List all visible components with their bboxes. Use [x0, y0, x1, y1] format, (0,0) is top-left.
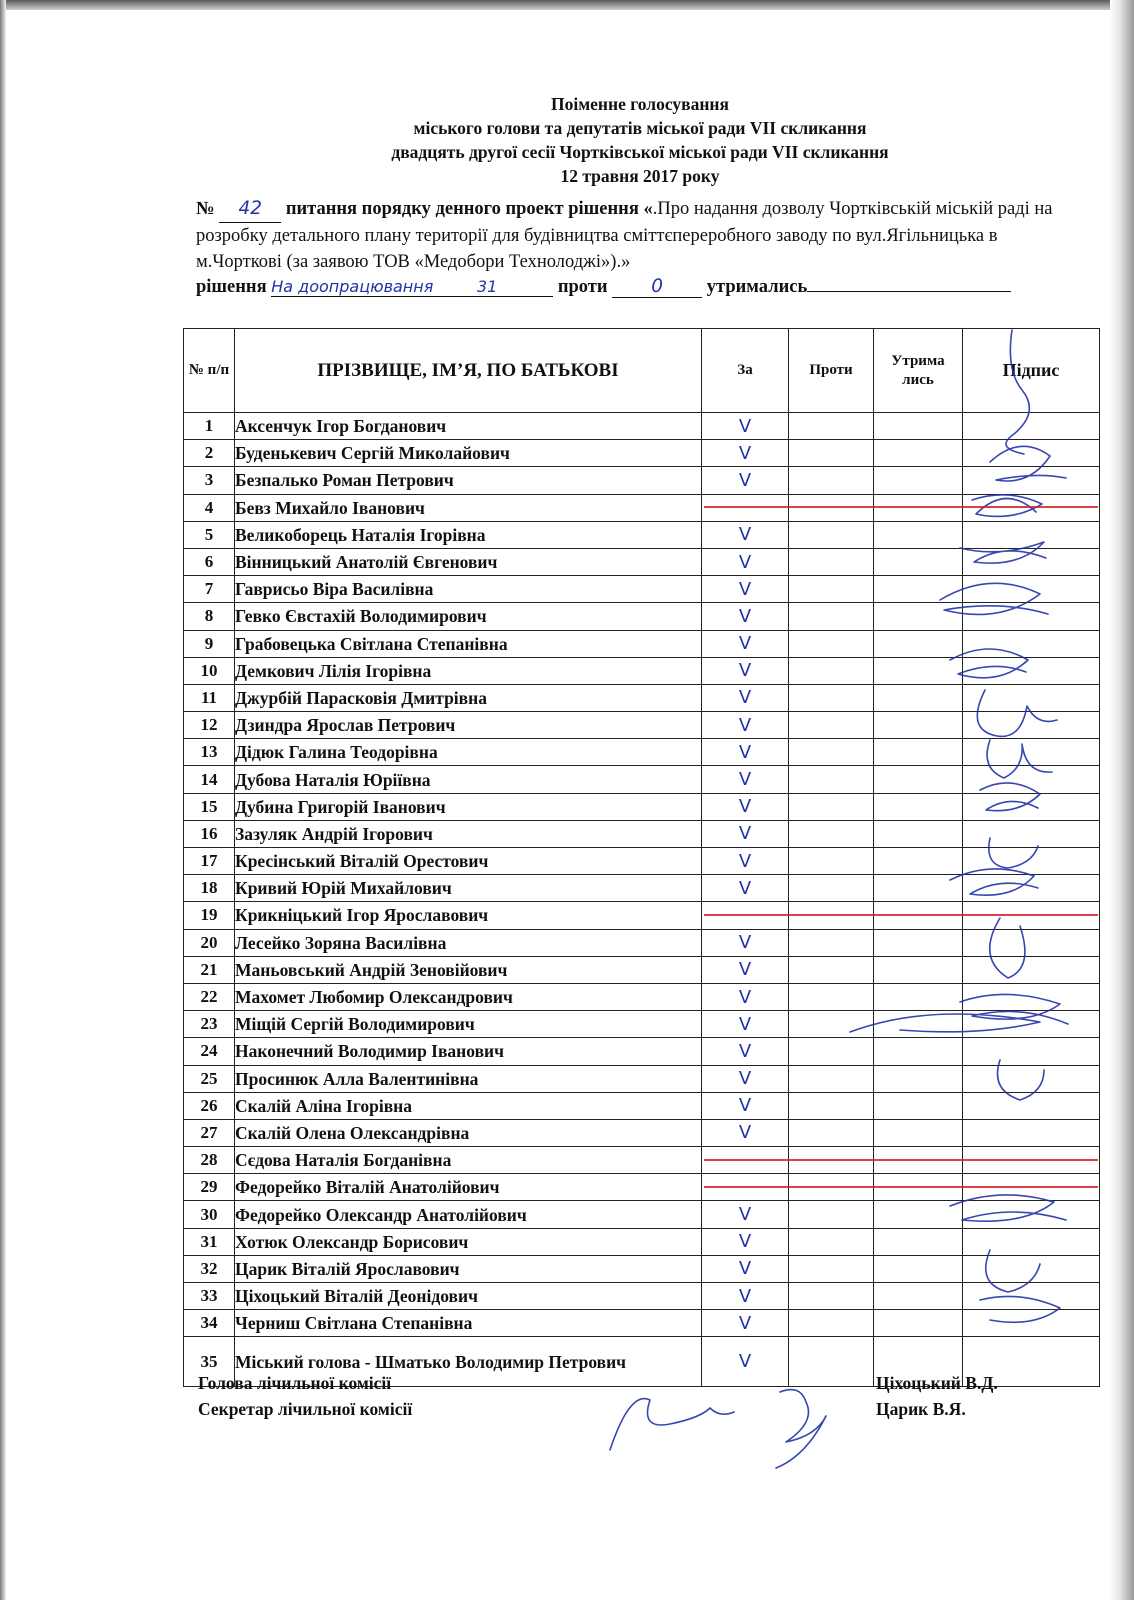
table-row [184, 739, 1100, 766]
row-name: Хотюк Олександр Борисович [235, 1228, 702, 1255]
row-vote-abstained [874, 956, 963, 983]
row-name: Безпалько Роман Петрович [235, 467, 702, 494]
row-number: 25 [184, 1065, 235, 1092]
row-signature-cell [963, 1255, 1100, 1282]
row-name: Лесейко Зоряна Василівна [235, 929, 702, 956]
row-number: 29 [184, 1174, 235, 1201]
row-vote-against [789, 413, 874, 440]
row-name: Дубина Григорій Іванович [235, 793, 702, 820]
row-name: Бевз Михайло Іванович [235, 494, 702, 521]
table-row [184, 1228, 1100, 1255]
table-row [184, 793, 1100, 820]
row-number: 27 [184, 1119, 235, 1146]
row-vote-for: V [702, 1092, 789, 1119]
table-row [184, 956, 1100, 983]
row-name: Міщій Сергій Володимирович [235, 1011, 702, 1038]
row-vote-abstained [874, 793, 963, 820]
table-row [184, 684, 1100, 711]
row-vote-against [789, 929, 874, 956]
row-name: Кривий Юрій Михайлович [235, 875, 702, 902]
row-vote-against [789, 1228, 874, 1255]
row-signature-cell [963, 1119, 1100, 1146]
row-signature-cell [963, 1228, 1100, 1255]
row-signature-cell [963, 983, 1100, 1010]
row-vote-for: V [702, 548, 789, 575]
row-vote-for: V [702, 820, 789, 847]
row-vote-for: V [702, 739, 789, 766]
row-vote-abstained [874, 576, 963, 603]
abstained-label: утримались [706, 277, 808, 297]
absent-strike-line [704, 1159, 1098, 1161]
row-number: 14 [184, 766, 235, 793]
row-vote-abstained [874, 630, 963, 657]
secretary-name: Царик В.Я. [876, 1399, 966, 1419]
row-vote-abstained [874, 684, 963, 711]
row-vote-abstained [874, 521, 963, 548]
row-vote-against [789, 820, 874, 847]
row-signature-cell [963, 793, 1100, 820]
row-vote-against [789, 712, 874, 739]
row-vote-against [789, 983, 874, 1010]
row-vote-abstained [874, 1201, 963, 1228]
table-row [184, 712, 1100, 739]
col-header-for: За [702, 329, 789, 413]
row-vote-abstained [874, 1228, 963, 1255]
row-vote-against [789, 1092, 874, 1119]
row-vote-for: V [702, 848, 789, 875]
row-number: 15 [184, 793, 235, 820]
row-vote-against [789, 956, 874, 983]
row-vote-for: V [702, 712, 789, 739]
row-signature-cell [963, 766, 1100, 793]
row-signature-cell [963, 929, 1100, 956]
row-number: 8 [184, 603, 235, 630]
row-name: Наконечний Володимир Іванович [235, 1038, 702, 1065]
row-name: Царик Віталій Ярославович [235, 1255, 702, 1282]
row-vote-for: V [702, 875, 789, 902]
row-vote-abstained [874, 1038, 963, 1065]
row-vote-abstained [874, 1065, 963, 1092]
item-number-value: 42 [219, 196, 281, 223]
row-vote-abstained [874, 766, 963, 793]
table-row [184, 820, 1100, 847]
row-vote-for: V [702, 521, 789, 548]
row-vote-against [789, 848, 874, 875]
row-number: 23 [184, 1011, 235, 1038]
table-row [184, 1038, 1100, 1065]
row-signature-cell [963, 1201, 1100, 1228]
table-row [184, 1310, 1100, 1337]
row-vote-abstained [874, 1011, 963, 1038]
signature-scribble [610, 1399, 734, 1450]
row-name: Черниш Світлана Степанівна [235, 1310, 702, 1337]
row-vote-against [789, 440, 874, 467]
secretary-label: Секретар лічильної комісії [198, 1399, 413, 1419]
table-row [184, 1255, 1100, 1282]
row-name: Маньовський Андрій Зеновійович [235, 956, 702, 983]
row-vote-against [789, 630, 874, 657]
row-name: Махомет Любомир Олександрович [235, 983, 702, 1010]
row-vote-against [789, 1337, 874, 1387]
roll-call-table [183, 328, 1100, 1387]
row-vote-for: V [702, 766, 789, 793]
row-number: 35 [184, 1337, 235, 1387]
row-number: 17 [184, 848, 235, 875]
row-number: 32 [184, 1255, 235, 1282]
table-row [184, 1283, 1100, 1310]
agenda-item [196, 196, 1076, 275]
row-vote-for: V [702, 1255, 789, 1282]
row-number: 22 [184, 983, 235, 1010]
row-vote-abstained [874, 548, 963, 575]
row-number: 28 [184, 1147, 235, 1174]
col-header-abstained: Утрима лись [874, 329, 963, 413]
col-header-name: ПРІЗВИЩЕ, ІМ’Я, ПО БАТЬКОВІ [235, 329, 702, 413]
row-number: 12 [184, 712, 235, 739]
row-vote-for: V [702, 793, 789, 820]
row-name: Джурбій Парасковія Дмитрівна [235, 684, 702, 711]
decision-value-text: На доопрацювання [271, 277, 434, 296]
row-name: Скалій Аліна Ігорівна [235, 1092, 702, 1119]
row-number: 6 [184, 548, 235, 575]
col-header-against: Проти [789, 329, 874, 413]
table-row [184, 929, 1100, 956]
table-row [184, 440, 1100, 467]
row-vote-for: V [702, 1283, 789, 1310]
row-signature-cell [963, 1011, 1100, 1038]
row-number: 3 [184, 467, 235, 494]
row-number: 31 [184, 1228, 235, 1255]
row-name: Гевко Євстахій Володимирович [235, 603, 702, 630]
row-vote-against [789, 576, 874, 603]
table-header-row [184, 329, 1100, 413]
row-vote-abstained [874, 848, 963, 875]
table-row [184, 603, 1100, 630]
row-vote-against [789, 1283, 874, 1310]
table-row [184, 1119, 1100, 1146]
row-vote-abstained [874, 603, 963, 630]
row-vote-for: V [702, 1011, 789, 1038]
abstained-value [807, 291, 1011, 292]
row-number: 21 [184, 956, 235, 983]
table-row [184, 848, 1100, 875]
row-name: Дідюк Галина Теодорівна [235, 739, 702, 766]
row-name: Міський голова - Шматько Володимир Петрович [235, 1337, 702, 1387]
row-vote-for: V [702, 983, 789, 1010]
row-vote-against [789, 1255, 874, 1282]
row-signature-cell [963, 956, 1100, 983]
col-header-number: № п/п [184, 329, 235, 413]
row-signature-cell [963, 630, 1100, 657]
decision-label: рішення [196, 277, 267, 297]
chair-name: Ціхоцький В.Д. [876, 1373, 998, 1393]
row-vote-against [789, 1310, 874, 1337]
row-number: 24 [184, 1038, 235, 1065]
row-number: 9 [184, 630, 235, 657]
row-vote-against [789, 1011, 874, 1038]
table-row [184, 576, 1100, 603]
row-name: Скалій Олена Олександрівна [235, 1119, 702, 1146]
row-signature-cell [963, 820, 1100, 847]
row-name: Ціхоцький Віталій Деонідович [235, 1283, 702, 1310]
row-name: Аксенчук Ігор Богданович [235, 413, 702, 440]
row-vote-abstained [874, 739, 963, 766]
document-header [180, 92, 1100, 188]
row-number: 7 [184, 576, 235, 603]
scan-edge-right [1110, 0, 1134, 1600]
row-vote-against [789, 1038, 874, 1065]
row-vote-for: V [702, 1310, 789, 1337]
footer-names [876, 1370, 998, 1422]
scan-edge-left [0, 0, 6, 1600]
row-number: 1 [184, 413, 235, 440]
row-number: 13 [184, 739, 235, 766]
row-vote-abstained [874, 657, 963, 684]
row-vote-against [789, 467, 874, 494]
row-name: Федорейко Олександр Анатолійович [235, 1201, 702, 1228]
row-vote-for: V [702, 929, 789, 956]
row-number: 26 [184, 1092, 235, 1119]
row-signature-cell [963, 848, 1100, 875]
chair-label: Голова лічильної комісії [198, 1373, 392, 1393]
row-name: Дзиндра Ярослав Петрович [235, 712, 702, 739]
header-title: Поіменне голосування [551, 94, 729, 114]
row-vote-against [789, 793, 874, 820]
against-label: проти [557, 277, 608, 297]
table-body [184, 413, 1100, 1387]
row-vote-for: V [702, 657, 789, 684]
table-row [184, 875, 1100, 902]
row-number: 20 [184, 929, 235, 956]
col-header-signature: Підпис [963, 329, 1100, 413]
row-vote-abstained [874, 929, 963, 956]
row-number: 16 [184, 820, 235, 847]
row-vote-for: V [702, 956, 789, 983]
row-name: Буденькевич Сергій Миколайович [235, 440, 702, 467]
row-signature-cell [963, 657, 1100, 684]
row-signature-cell [963, 521, 1100, 548]
row-signature-cell [963, 413, 1100, 440]
row-vote-abstained [874, 440, 963, 467]
row-vote-against [789, 766, 874, 793]
signature-scribble [776, 1390, 826, 1468]
row-signature-cell [963, 603, 1100, 630]
absent-strike-line [704, 914, 1098, 916]
row-vote-abstained [874, 1310, 963, 1337]
row-number: 33 [184, 1283, 235, 1310]
row-vote-abstained [874, 1255, 963, 1282]
row-vote-abstained [874, 875, 963, 902]
row-number: 19 [184, 902, 235, 929]
row-signature-cell [963, 739, 1100, 766]
for-count-value: 31 [476, 277, 498, 296]
item-bold-text: питання порядку денного проект рішення « [285, 199, 653, 219]
row-vote-for: V [702, 1201, 789, 1228]
row-name: Сєдова Наталія Богданівна [235, 1147, 702, 1174]
row-vote-for: V [702, 467, 789, 494]
row-vote-abstained [874, 820, 963, 847]
row-number: 4 [184, 494, 235, 521]
table-row [184, 983, 1100, 1010]
row-signature-cell [963, 875, 1100, 902]
row-vote-abstained [874, 1119, 963, 1146]
table-row [184, 521, 1100, 548]
row-vote-against [789, 684, 874, 711]
result-line [196, 276, 1096, 298]
item-body-text: .Про надання дозволу Чортківській міській раді на розробку детального плану території для будівництва сміттєпереробного заводу по вул.Ягільницька в м.Чорткові (за заявою ТОВ «Медобори Технолоджі»).» [196, 199, 1053, 272]
row-vote-for: V [702, 576, 789, 603]
row-vote-for: V [702, 1038, 789, 1065]
row-name: Дубова Наталія Юріївна [235, 766, 702, 793]
header-date: 12 травня 2017 року [560, 166, 720, 186]
row-signature-cell [963, 1310, 1100, 1337]
table-row [184, 1065, 1100, 1092]
row-vote-for: V [702, 603, 789, 630]
row-name: Демкович Лілія Ігорівна [235, 657, 702, 684]
table-row [184, 1092, 1100, 1119]
row-vote-abstained [874, 1283, 963, 1310]
row-number: 11 [184, 684, 235, 711]
row-vote-abstained [874, 413, 963, 440]
header-line-2: міського голови та депутатів міської ради VII скликання [413, 118, 867, 138]
row-vote-for: V [702, 440, 789, 467]
row-vote-against [789, 548, 874, 575]
row-vote-for: V [702, 1228, 789, 1255]
row-signature-cell [963, 1038, 1100, 1065]
row-name: Просинюк Алла Валентинівна [235, 1065, 702, 1092]
row-vote-abstained [874, 983, 963, 1010]
row-vote-against [789, 657, 874, 684]
row-vote-against [789, 521, 874, 548]
footer-roles [198, 1370, 412, 1422]
row-vote-against [789, 875, 874, 902]
row-number: 18 [184, 875, 235, 902]
row-vote-abstained [874, 467, 963, 494]
row-signature-cell [963, 576, 1100, 603]
row-vote-for: V [702, 1337, 789, 1387]
row-signature-cell [963, 467, 1100, 494]
row-vote-abstained [874, 1092, 963, 1119]
table-row [184, 1201, 1100, 1228]
row-vote-abstained [874, 712, 963, 739]
header-line-3: двадцять другої сесії Чортківської міської ради VII скликання [391, 142, 889, 162]
row-vote-against [789, 1119, 874, 1146]
row-number: 5 [184, 521, 235, 548]
row-vote-for: V [702, 413, 789, 440]
row-vote-against [789, 603, 874, 630]
row-name: Федорейко Віталій Анатолійович [235, 1174, 702, 1201]
row-signature-cell [963, 1092, 1100, 1119]
row-number: 2 [184, 440, 235, 467]
table-row [184, 413, 1100, 440]
decision-value [271, 277, 553, 297]
against-value: 0 [612, 276, 702, 298]
table-row [184, 630, 1100, 657]
absent-strike-line [704, 1186, 1098, 1188]
row-name: Грабовецька Світлана Степанівна [235, 630, 702, 657]
table-row [184, 657, 1100, 684]
row-number: 30 [184, 1201, 235, 1228]
row-vote-for: V [702, 684, 789, 711]
row-number: 34 [184, 1310, 235, 1337]
row-signature-cell [963, 440, 1100, 467]
row-name: Вінницький Анатолій Євгенович [235, 548, 702, 575]
table-row [184, 548, 1100, 575]
table-row [184, 467, 1100, 494]
row-name: Гаврисьо Віра Василівна [235, 576, 702, 603]
row-signature-cell [963, 1065, 1100, 1092]
item-number-label: № [196, 199, 215, 219]
row-vote-against [789, 1201, 874, 1228]
row-vote-against [789, 739, 874, 766]
scan-edge-top [0, 0, 1134, 10]
row-name: Крикніцький Ігор Ярославович [235, 902, 702, 929]
row-vote-against [789, 1065, 874, 1092]
row-vote-for: V [702, 1065, 789, 1092]
row-signature-cell [963, 712, 1100, 739]
absent-strike-line [704, 506, 1098, 508]
row-name: Великоборець Наталія Ігорівна [235, 521, 702, 548]
row-name: Кресінський Віталій Орестович [235, 848, 702, 875]
row-signature-cell [963, 684, 1100, 711]
row-signature-cell [963, 1283, 1100, 1310]
table-row [184, 766, 1100, 793]
row-vote-for: V [702, 1119, 789, 1146]
table-row [184, 1011, 1100, 1038]
row-vote-for: V [702, 630, 789, 657]
row-signature-cell [963, 548, 1100, 575]
row-name: Зазуляк Андрій Ігорович [235, 820, 702, 847]
row-number: 10 [184, 657, 235, 684]
